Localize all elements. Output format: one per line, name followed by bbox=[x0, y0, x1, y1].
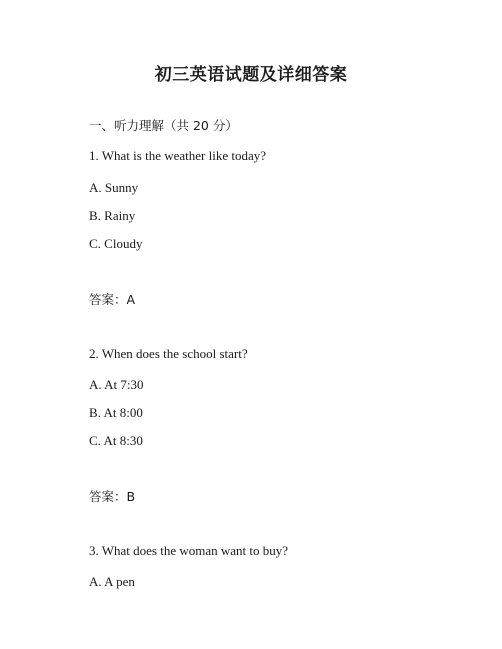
question-1-option-b: B. Rainy bbox=[89, 208, 136, 223]
question-1-option-a: A. Sunny bbox=[89, 180, 139, 195]
section-heading: 一、听力理解（共 20 分） bbox=[89, 118, 238, 133]
question-2-option-c: C. At 8:30 bbox=[89, 433, 143, 448]
document-title: 初三英语试题及详细答案 bbox=[154, 65, 348, 85]
question-3-text: 3. What does the woman want to buy? bbox=[89, 543, 289, 558]
question-3-option-a: A. A pen bbox=[89, 574, 135, 589]
question-2-option-b: B. At 8:00 bbox=[89, 405, 143, 420]
question-1-answer: 答案：A bbox=[89, 292, 136, 307]
question-2-option-a: A. At 7:30 bbox=[89, 377, 144, 392]
question-1-text: 1. What is the weather like today? bbox=[89, 148, 267, 163]
question-2-text: 2. When does the school start? bbox=[89, 346, 248, 361]
question-1-option-c: C. Cloudy bbox=[89, 236, 143, 251]
question-2-answer: 答案：B bbox=[89, 489, 136, 504]
